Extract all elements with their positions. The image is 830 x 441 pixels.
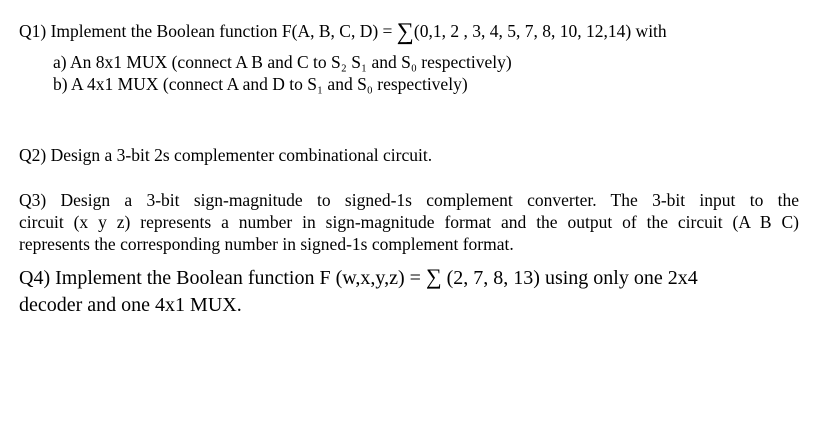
- q1-part-a: a) An 8x1 MUX (connect A B and C to S₂ S₁ and S₀ respectively): [53, 52, 512, 72]
- q1-prefix: Q1) Implement the Boolean function F(A, B, C, D) =: [19, 21, 397, 41]
- sigma-symbol: ∑: [396, 19, 414, 45]
- q3-line-2: circuit (x y z) represents a number in sign-magnitude format and the output of the circuit (A B C): [19, 212, 799, 232]
- q4-suffix: (2, 7, 8, 13) using only one 2x4: [441, 267, 698, 289]
- q4-prefix: Q4) Implement the Boolean function F (w,x,y,z) =: [19, 267, 426, 289]
- q3-line-3: represents the corresponding number in signed-1s complement format.: [19, 234, 514, 254]
- q4-statement: [19, 265, 698, 291]
- q1-minterms: (0,1, 2 , 3, 4, 5, 7, 8, 10, 12,14) with: [413, 21, 667, 41]
- q3-line-1: Q3) Design a 3-bit sign-magnitude to signed-1s complement converter. The 3-bit input to the: [19, 190, 799, 210]
- q4-line-2: decoder and one 4x1 MUX.: [19, 294, 242, 316]
- q2-statement: Q2) Design a 3-bit 2s complementer combinational circuit.: [19, 145, 433, 165]
- sigma-symbol: ∑: [425, 264, 442, 289]
- q1-statement: [19, 19, 667, 45]
- q1-part-b: b) A 4x1 MUX (connect A and D to S₁ and S₀ respectively): [53, 74, 468, 94]
